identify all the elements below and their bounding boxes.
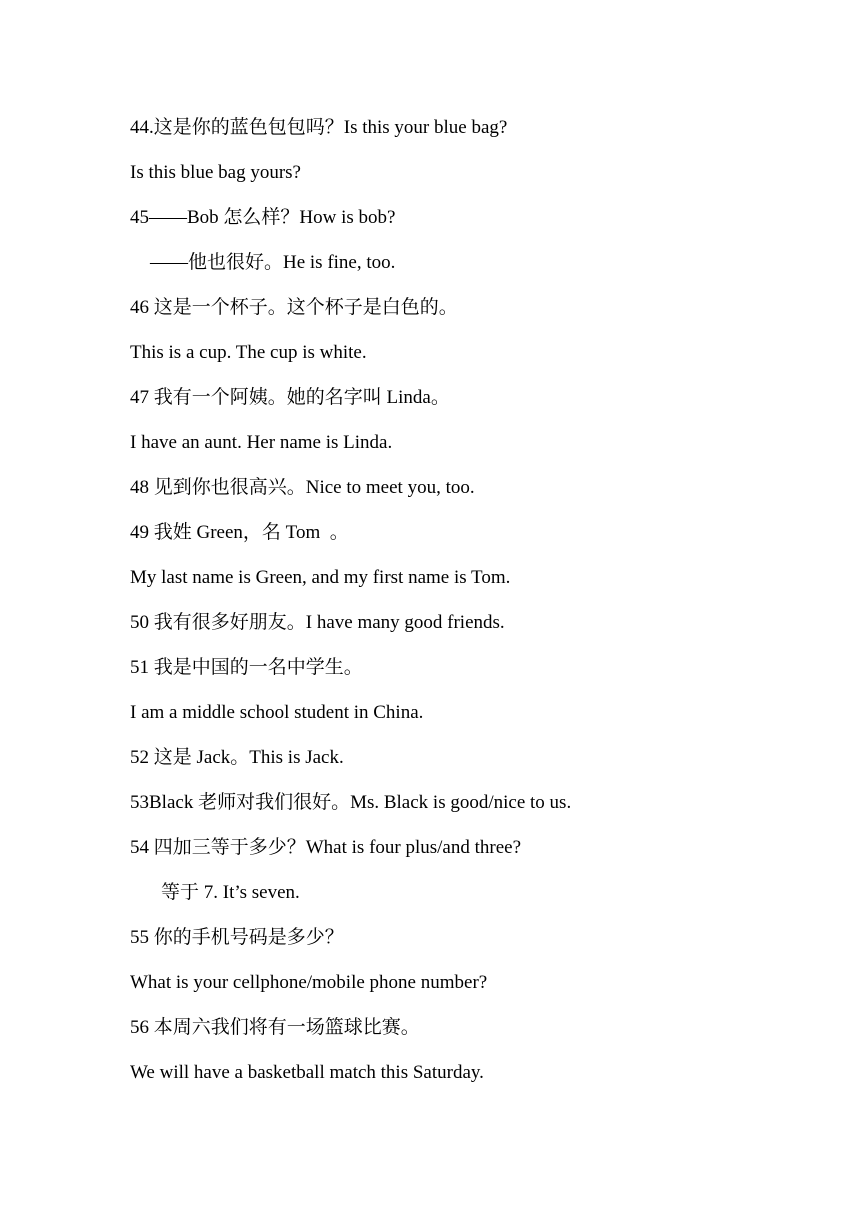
text-line-46-en: This is a cup. The cup is white. [130,342,367,363]
text-line-48: 48 见到你也很高兴。Nice to meet you, too. [130,477,475,498]
text-line-46-zh: 46 这是一个杯子。这个杯子是白色的。 [130,297,458,318]
text-line-53: 53Black 老师对我们很好。Ms. Black is good/nice to us. [130,792,572,813]
text-line-56-zh: 56 本周六我们将有一场篮球比赛。 [130,1017,420,1038]
text-line-51-en: I am a middle school student in China. [130,702,424,723]
text-line-49-en: My last name is Green, and my first name is Tom. [130,567,511,588]
text-line-51-zh: 51 我是中国的一名中学生。 [130,657,363,678]
text-line-55-zh: 55 你的手机号码是多少？ [130,927,344,948]
text-line-50: 50 我有很多好朋友。I have many good friends. [130,612,505,633]
text-line-47-zh: 47 我有一个阿姨。她的名字叫 Linda。 [130,387,450,408]
text-line-54-question: 54 四加三等于多少？What is four plus/and three? [130,837,522,858]
document-body [130,115,770,1105]
text-line-44-zh: 44.这是你的蓝色包包吗？Is this your blue bag? [130,117,508,138]
text-line-56-en: We will have a basketball match this Saturday. [130,1062,484,1083]
text-line-47-en: I have an aunt. Her name is Linda. [130,432,393,453]
text-line-45-answer: ——他也很好。He is fine, too. [150,252,396,273]
text-line-55-en: What is your cellphone/mobile phone number? [130,972,488,993]
text-line-49-zh: 49 我姓 Green，名 Tom 。 [130,522,349,543]
text-line-54-answer: 等于 7. It’s seven. [161,882,300,903]
text-line-44-en: Is this blue bag yours? [130,162,301,183]
text-line-45-question: 45——Bob 怎么样？How is bob? [130,207,396,228]
text-line-52: 52 这是 Jack。This is Jack. [130,747,344,768]
